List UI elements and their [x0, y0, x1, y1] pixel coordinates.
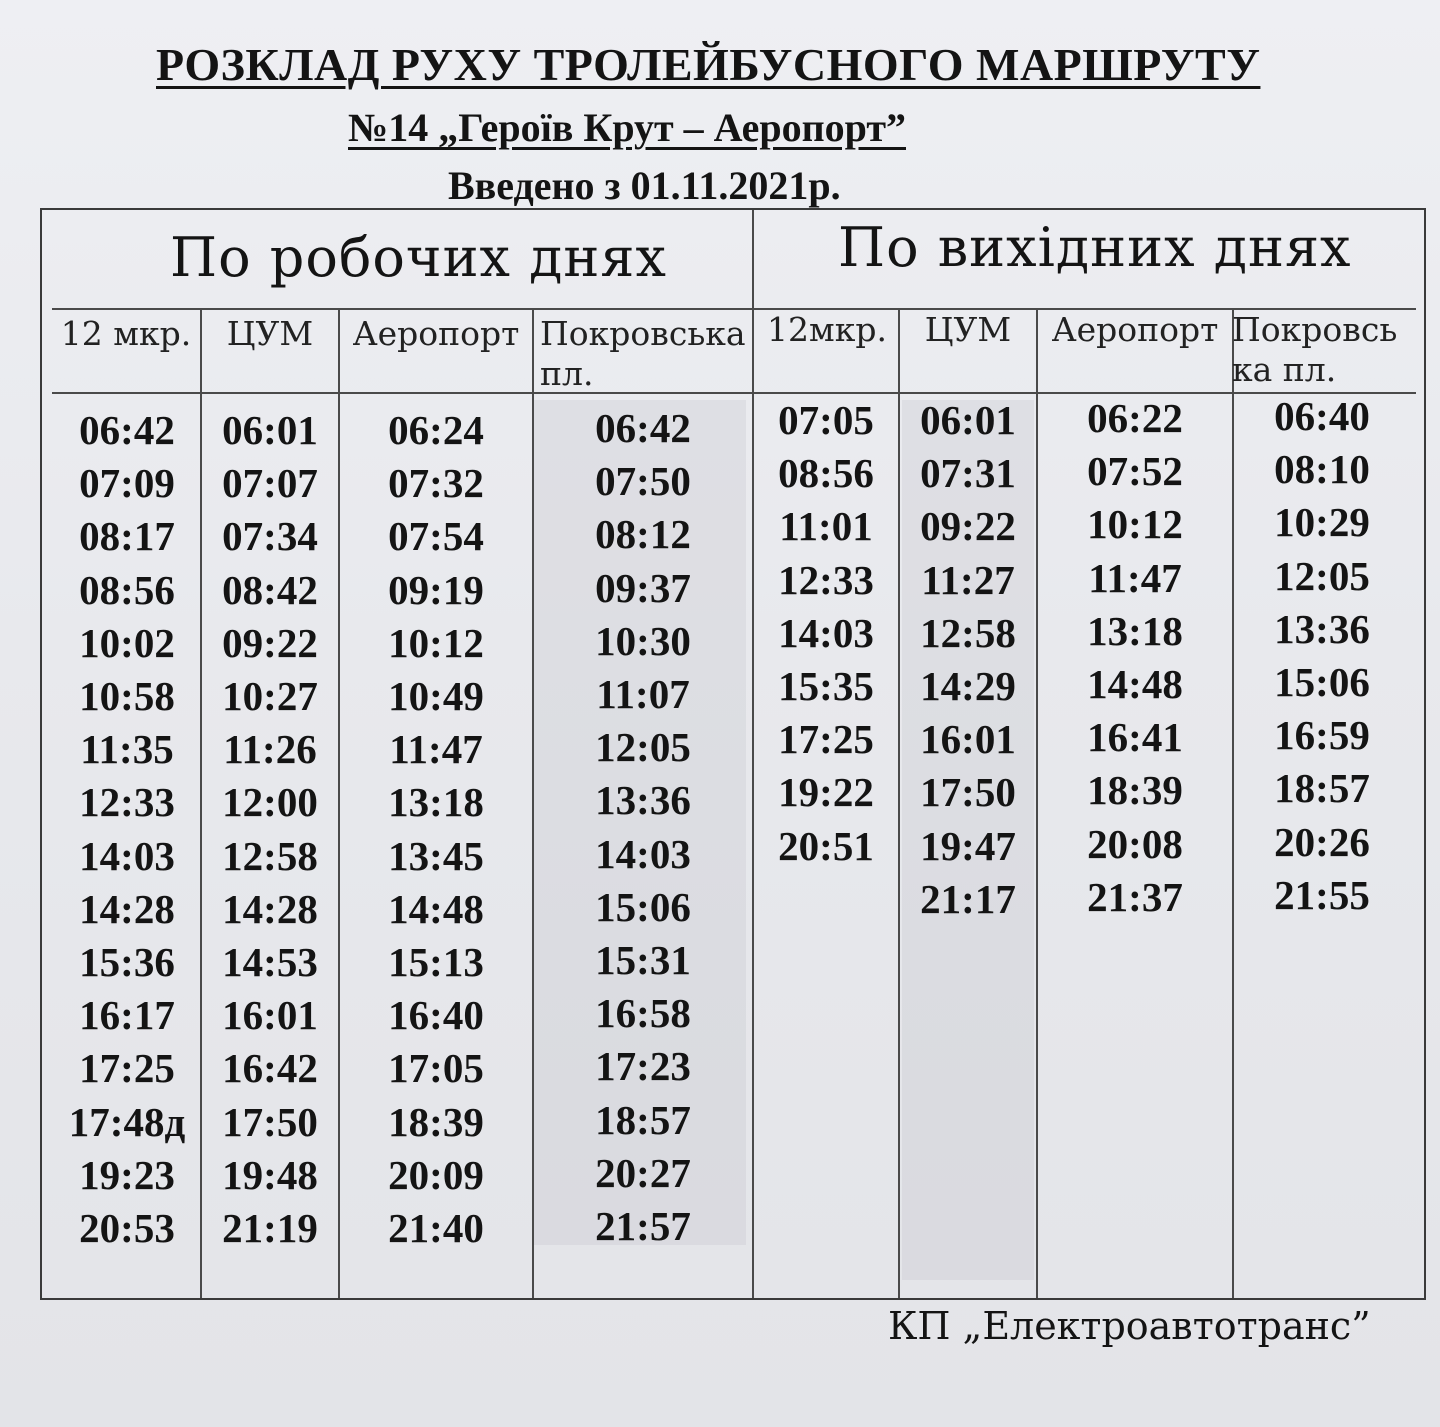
departure-time: 13:36: [595, 777, 691, 824]
departure-time: 17:50: [920, 769, 1016, 816]
departure-time: 16:42: [222, 1045, 318, 1092]
departure-time: 11:27: [921, 556, 1015, 603]
weekday-times-12mkr: [52, 404, 202, 1255]
departure-time: 07:32: [388, 460, 484, 507]
timetable: [40, 208, 1426, 1300]
departure-time: 14:03: [79, 832, 175, 879]
column-header: Покровська пл.: [540, 314, 746, 393]
departure-time: 17:05: [388, 1045, 484, 1092]
departure-time: 19:22: [778, 769, 874, 816]
departure-time: 07:07: [222, 460, 318, 507]
departure-time: 10:27: [222, 673, 318, 720]
departure-time: 11:47: [1088, 554, 1182, 601]
departure-time: 08:42: [222, 566, 318, 613]
departure-time: 09:19: [388, 566, 484, 613]
departure-time: 12:58: [222, 832, 318, 879]
departure-time: 07:52: [1087, 448, 1183, 495]
weekend-times-12mkr: [754, 394, 898, 873]
departure-time: 06:24: [388, 407, 484, 453]
departure-time: 16:17: [79, 992, 175, 1039]
departure-time: 06:40: [1274, 393, 1370, 439]
departure-time: 07:09: [79, 460, 175, 507]
schedule-title: РОЗКЛАД РУХУ ТРОЛЕЙБУСНОГО МАРШРУТУ: [156, 39, 1261, 90]
departure-time: 20:51: [778, 822, 874, 869]
departure-time: 08:56: [778, 450, 874, 497]
departure-time: 14:48: [388, 885, 484, 932]
departure-time: 16:58: [595, 990, 691, 1037]
departure-time: 10:12: [388, 619, 484, 666]
departure-time: 18:57: [1274, 765, 1370, 812]
departure-time: 16:59: [1274, 712, 1370, 759]
departure-time: 13:45: [388, 832, 484, 879]
departure-time: 15:13: [388, 939, 484, 986]
departure-time: 14:28: [79, 885, 175, 932]
departure-time: 16:41: [1087, 714, 1183, 761]
departure-time: 21:19: [222, 1205, 318, 1252]
departure-time: 08:56: [79, 566, 175, 613]
departure-time: 08:10: [1274, 446, 1370, 493]
departure-time: 10:49: [388, 673, 484, 720]
departure-time: 07:34: [222, 513, 318, 560]
departure-time: 20:09: [388, 1151, 484, 1198]
weekday-times-airport: [340, 404, 532, 1255]
weekends-heading: По вихідних днях: [838, 216, 1352, 279]
departure-time: 10:30: [595, 617, 691, 664]
departure-time: 14:03: [778, 609, 874, 656]
departure-time: 17:50: [222, 1098, 318, 1145]
departure-time: 07:31: [920, 450, 1016, 497]
weekend-times-airport: [1038, 392, 1232, 924]
departure-time: 16:01: [222, 992, 318, 1039]
departure-time: 10:29: [1274, 499, 1370, 546]
departure-time: 21:55: [1274, 871, 1370, 918]
departure-time: 20:26: [1274, 818, 1370, 865]
departure-time: 14:53: [222, 939, 318, 986]
departure-time: 19:48: [222, 1151, 318, 1198]
column-header: Покровсь ка пл.: [1232, 310, 1398, 389]
weekend-times-pokrovska: [1234, 390, 1410, 922]
departure-time: 15:31: [595, 937, 691, 984]
departure-time: 19:47: [920, 822, 1016, 869]
departure-time: 21:37: [1087, 873, 1183, 920]
departure-time: 21:57: [595, 1203, 691, 1250]
departure-time: 07:05: [778, 397, 874, 443]
departure-time: 14:28: [222, 885, 318, 932]
weekday-times-tsum: [202, 404, 338, 1255]
weekend-times-tsum: [900, 394, 1036, 926]
departure-time: 21:40: [388, 1205, 484, 1252]
departure-time: 13:18: [1087, 607, 1183, 654]
effective-date: Введено з 01.11.2021р.: [448, 163, 841, 208]
departure-time: 10:12: [1087, 501, 1183, 548]
departure-time: 07:54: [388, 513, 484, 560]
departure-time: 13:18: [388, 779, 484, 826]
departure-time: 18:57: [595, 1096, 691, 1143]
departure-time: 15:06: [595, 883, 691, 930]
departure-time: 06:22: [1087, 395, 1183, 441]
departure-time: 17:25: [778, 716, 874, 763]
departure-time: 10:58: [79, 673, 175, 720]
departure-time: 11:01: [779, 503, 873, 550]
departure-time: 11:47: [389, 726, 483, 773]
departure-time: 06:42: [79, 407, 175, 453]
departure-time: 14:29: [920, 663, 1016, 710]
departure-time: 12:33: [778, 556, 874, 603]
departure-time: 12:33: [79, 779, 175, 826]
departure-time: 21:17: [920, 875, 1016, 922]
route-title: №14 „Героїв Крут – Аеропорт”: [348, 105, 906, 150]
departure-time: 16:01: [920, 716, 1016, 763]
departure-time: 11:35: [80, 726, 174, 773]
departure-time: 13:36: [1274, 605, 1370, 652]
departure-time: 12:05: [1274, 552, 1370, 599]
departure-time: 12:58: [920, 609, 1016, 656]
weekday-times-pokrovska: [534, 402, 752, 1253]
departure-time: 12:05: [595, 724, 691, 771]
departure-time: 09:22: [920, 503, 1016, 550]
departure-time: 12:00: [222, 779, 318, 826]
departure-time: 06:01: [920, 397, 1016, 443]
departure-time: 16:40: [388, 992, 484, 1039]
departure-time: 17:23: [595, 1043, 691, 1090]
column-header: ЦУМ: [226, 314, 314, 353]
departure-time: 14:03: [595, 830, 691, 877]
departure-time: 18:39: [388, 1098, 484, 1145]
departure-time: 11:26: [223, 726, 317, 773]
column-header: Аеропорт: [1051, 310, 1219, 349]
departure-time: 15:36: [79, 939, 175, 986]
departure-time: 08:12: [595, 511, 691, 558]
departure-time: 09:37: [595, 564, 691, 611]
departure-time: 19:23: [79, 1151, 175, 1198]
weekdays-heading: По робочих днях: [170, 226, 667, 289]
departure-time: 15:35: [778, 663, 874, 710]
departure-time: 06:01: [222, 407, 318, 453]
column-header: 12 мкр.: [60, 314, 192, 353]
departure-time: 17:25: [79, 1045, 175, 1092]
column-header: 12мкр.: [767, 310, 887, 349]
departure-time: 20:53: [79, 1205, 175, 1252]
departure-time: 06:42: [595, 405, 691, 451]
departure-time: 17:48д: [68, 1098, 186, 1145]
column-header: ЦУМ: [924, 310, 1012, 349]
departure-time: 08:17: [79, 513, 175, 560]
departure-time: 20:27: [595, 1149, 691, 1196]
operator-signature: КП „Електроавтотранс”: [888, 1304, 1371, 1348]
departure-time: 20:08: [1087, 820, 1183, 867]
departure-time: 11:07: [596, 671, 690, 718]
departure-time: 14:48: [1087, 661, 1183, 708]
departure-time: 10:02: [79, 619, 175, 666]
column-header: Аеропорт: [352, 314, 520, 353]
departure-time: 07:50: [595, 458, 691, 505]
departure-time: 18:39: [1087, 767, 1183, 814]
departure-time: 15:06: [1274, 659, 1370, 706]
departure-time: 09:22: [222, 619, 318, 666]
